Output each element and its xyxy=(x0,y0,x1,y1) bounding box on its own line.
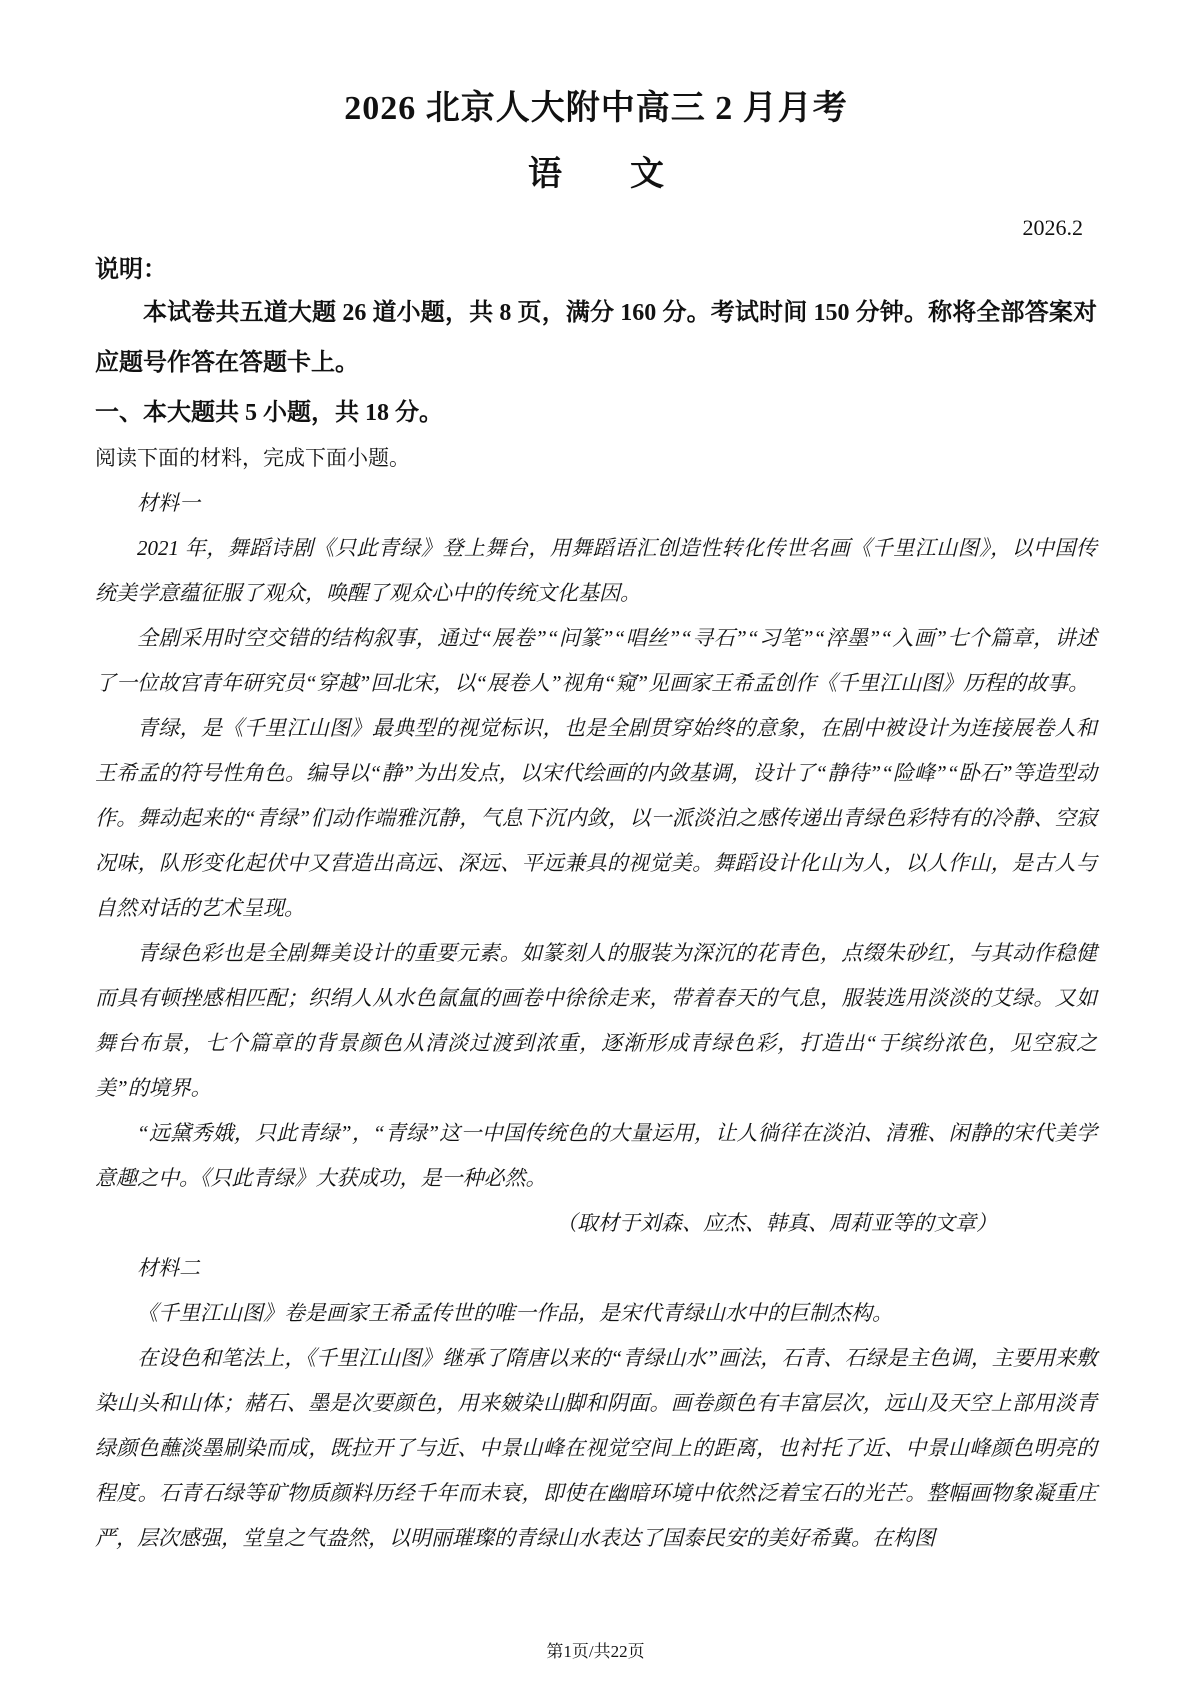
exam-date: 2026.2 xyxy=(1022,215,1083,240)
instructions-label: 说明： xyxy=(95,257,167,283)
material-one-paragraph: 全剧采用时空交错的结构叙事，通过“展卷”“问篆”“唱丝”“寻石”“习笔”“淬墨”“入画”七个篇章，讲述了一位故宫青年研究员“穿越”回北宋，以“展卷人”视角“窥”见画家王希孟创作《千里江山图》历程的故事。 xyxy=(95,626,1097,695)
material-one-label: 材料一 xyxy=(137,491,200,515)
material-two-paragraph: 在设色和笔法上，《千里江山图》继承了隋唐以来的“青绿山水”画法，石青、石绿是主色调，主要用来敷染山头和山体；赭石、墨是次要颜色，用来皴染山脚和阴面。画卷颜色有丰富层次，远山及天空上部用淡青绿颜色蘸淡墨刷染而成，既拉开了与近、中景山峰在视觉空间上的距离，也衬托了近、中景山峰颜色明亮的程度。石青石绿等矿物质颜料历经千年而未衰，即使在幽暗环境中依然泛着宝石的光芒。整幅画物象凝重庄严，层次感强，堂皇之气盎然，以明丽璀璨的青绿山水表达了国泰民安的美好希冀。在构图 xyxy=(95,1346,1097,1550)
subject-title: 语 文 xyxy=(528,156,664,193)
material-two-label: 材料二 xyxy=(137,1256,200,1280)
section-one-heading: 一、本大题共 5 小题，共 18 分。 xyxy=(95,400,443,426)
material-one-paragraph: “远黛秀娥，只此青绿”，“青绿”这一中国传统色的大量运用，让人徜徉在淡泊、清雅、闲静的宋代美学意趣之中。《只此青绿》大获成功，是一种必然。 xyxy=(95,1121,1097,1190)
reading-prompt: 阅读下面的材料，完成下面小题。 xyxy=(95,446,410,470)
document-body xyxy=(95,436,1097,1561)
instructions-text: 本试卷共五道大题 26 道小题，共 8 页，满分 160 分。考试时间 150 分钟。称将全部答案对应题号作答在答题卡上。 xyxy=(95,300,1097,376)
material-one-paragraph: 2021 年，舞蹈诗剧《只此青绿》登上舞台，用舞蹈语汇创造性转化传世名画《千里江山图》，以中国传统美学意蕴征服了观众，唤醒了观众心中的传统文化基因。 xyxy=(95,536,1097,605)
material-one-paragraph: 青绿，是《千里江山图》最典型的视觉标识，也是全剧贯穿始终的意象，在剧中被设计为连接展卷人和王希孟的符号性角色。编导以“静”为出发点，以宋代绘画的内敛基调，设计了“静待”“险峰”“卧石”等造型动作。舞动起来的“青绿”们动作端雅沉静，气息下沉内敛，以一派淡泊之感传递出青绿色彩特有的冷静、空寂况味，队形变化起伏中又营造出高远、深远、平远兼具的视觉美。舞蹈设计化山为人，以人作山，是古人与自然对话的艺术呈现。 xyxy=(95,716,1097,920)
material-one-attribution: （取材于刘森、应杰、韩真、周莉亚等的文章） xyxy=(556,1211,997,1235)
page-number-indicator: 第1页/共22页 xyxy=(546,1642,645,1661)
material-two-paragraph: 《千里江山图》卷是画家王希孟传世的唯一作品，是宋代青绿山水中的巨制杰构。 xyxy=(137,1301,893,1325)
material-one-paragraph: 青绿色彩也是全剧舞美设计的重要元素。如篆刻人的服装为深沉的花青色，点缀朱砂红，与其动作稳健而具有顿挫感相匹配；织绢人从水色氤氲的画卷中徐徐走来，带着春天的气息，服装选用淡淡的艾绿。又如舞台布景，七个篇章的背景颜色从清淡过渡到浓重，逐渐形成青绿色彩，打造出“于缤纷浓色，见空寂之美”的境界。 xyxy=(95,941,1097,1100)
page-title: 2026 北京人大附中高三 2 月月考 xyxy=(344,90,848,127)
